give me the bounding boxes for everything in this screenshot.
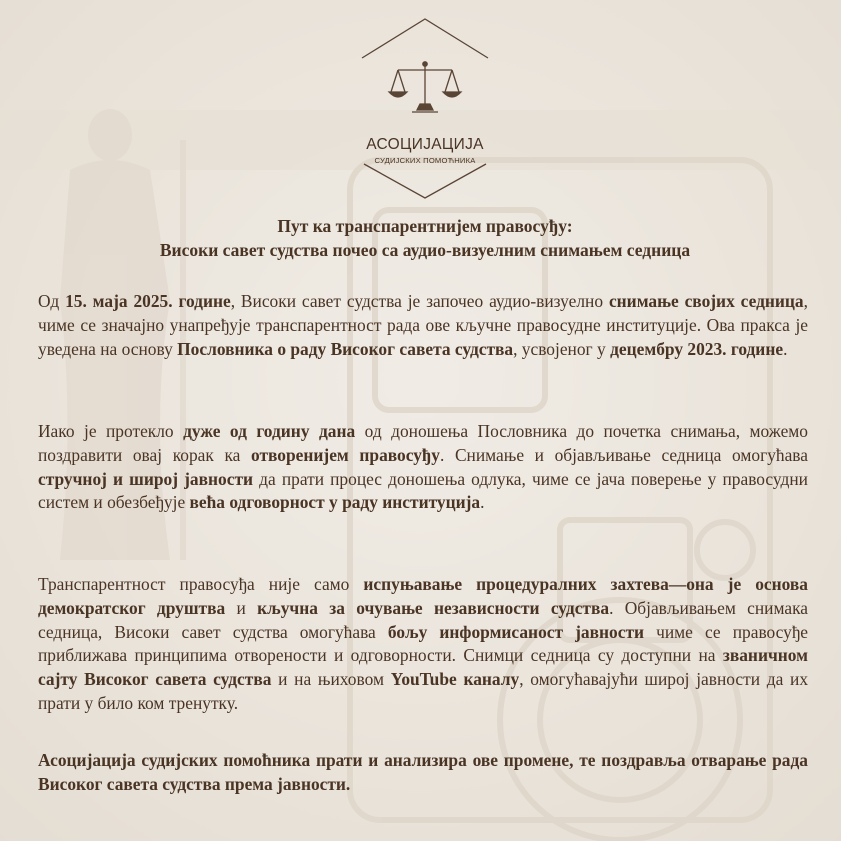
p3-bold-informed: бољу информисаност јавности <box>387 621 645 642</box>
p2-text-1: Иако је протекло <box>38 421 184 441</box>
paragraph-4: Асоцијација судијских помоћника прати и анализира ове промене, те поздравља отварање рада Високог савета судства према јавности. <box>38 750 808 794</box>
p1-bold-december: децембру 2023. године <box>610 338 784 359</box>
p2-bold-accountability: већа одговорност у раду институција <box>189 492 481 513</box>
scales-of-justice-icon <box>360 18 490 200</box>
p2-bold-open-judiciary: отворенијем правосуђу <box>251 444 440 465</box>
logo-title: АСОЦИЈАЦИЈА <box>366 136 484 153</box>
p3-text-4: чиме се правосуђе приближава принципима отворености и одговорности. Снимци седница су доступни на <box>38 621 808 666</box>
p2-text-3: . Снимање и објављивање седница омогућава <box>439 444 809 465</box>
p1-text-3: , чиме се значајно унапређује транспарентност рада ове кључне правосудне институције. Ова пракса је уведена на основу <box>38 291 808 359</box>
p3-text-1: Транспарентност правосуђа није само <box>38 574 364 594</box>
p1-bold-rulebook: Пословника о раду Високог савета судства <box>177 338 514 359</box>
p2-text-5: . <box>480 492 485 513</box>
p3-bold-independence: кључна за очување независности судства <box>257 597 610 618</box>
p2-text-4: да прати процес доношења одлука, чиме се јача поверење у правосудни систем и обезбеђује <box>38 468 808 513</box>
p3-text-5: и на њиховом <box>271 669 391 690</box>
p1-bold-sessions: снимање својих седница <box>608 291 804 311</box>
title-line-1: Пут ка транспарентнијем правосуђу: <box>277 216 573 236</box>
paragraph-2 <box>38 420 808 515</box>
p3-bold-official-site: званичном сајту Високог савета судства <box>38 645 808 690</box>
association-logo <box>360 18 490 200</box>
p1-text-1: Од <box>38 291 66 311</box>
p2-bold-year: дуже од годину дана <box>183 421 356 441</box>
paragraph-3 <box>38 573 808 716</box>
logo-subtitle: СУДИЈСКИХ ПОМОЋНИКА <box>374 156 476 165</box>
title-line-2: Високи савет судства почео са аудио-визуелним снимањем седница <box>159 240 691 260</box>
p3-bold-youtube: YouTube каналу <box>390 669 520 690</box>
paragraph-1 <box>38 290 808 361</box>
p1-text-5: . <box>783 338 788 359</box>
p3-text-3: . Објављивањем снимака седница, Високи савет судства омогућава <box>38 597 808 642</box>
p3-bold-requirements: испуњавање процедуралних захтева—она је основа демократског друштва <box>38 574 808 618</box>
p2-bold-public: стручној и широј јавности <box>38 468 254 489</box>
p1-text-4: , усвојеног у <box>513 338 611 359</box>
p1-text-2: , Високи савет судства је започео аудио-визуелно <box>230 291 609 311</box>
page-title <box>40 214 810 262</box>
p2-text-2: од доношења Пословника до почетка снимања, можемо поздравити овај корак ка <box>38 421 808 465</box>
p3-text-2: и <box>225 597 258 618</box>
p3-text-6: , омогућавајући широј јавности да их прати у било ком тренутку. <box>38 669 809 713</box>
p1-bold-date: 15. маја 2025. године <box>65 291 231 311</box>
